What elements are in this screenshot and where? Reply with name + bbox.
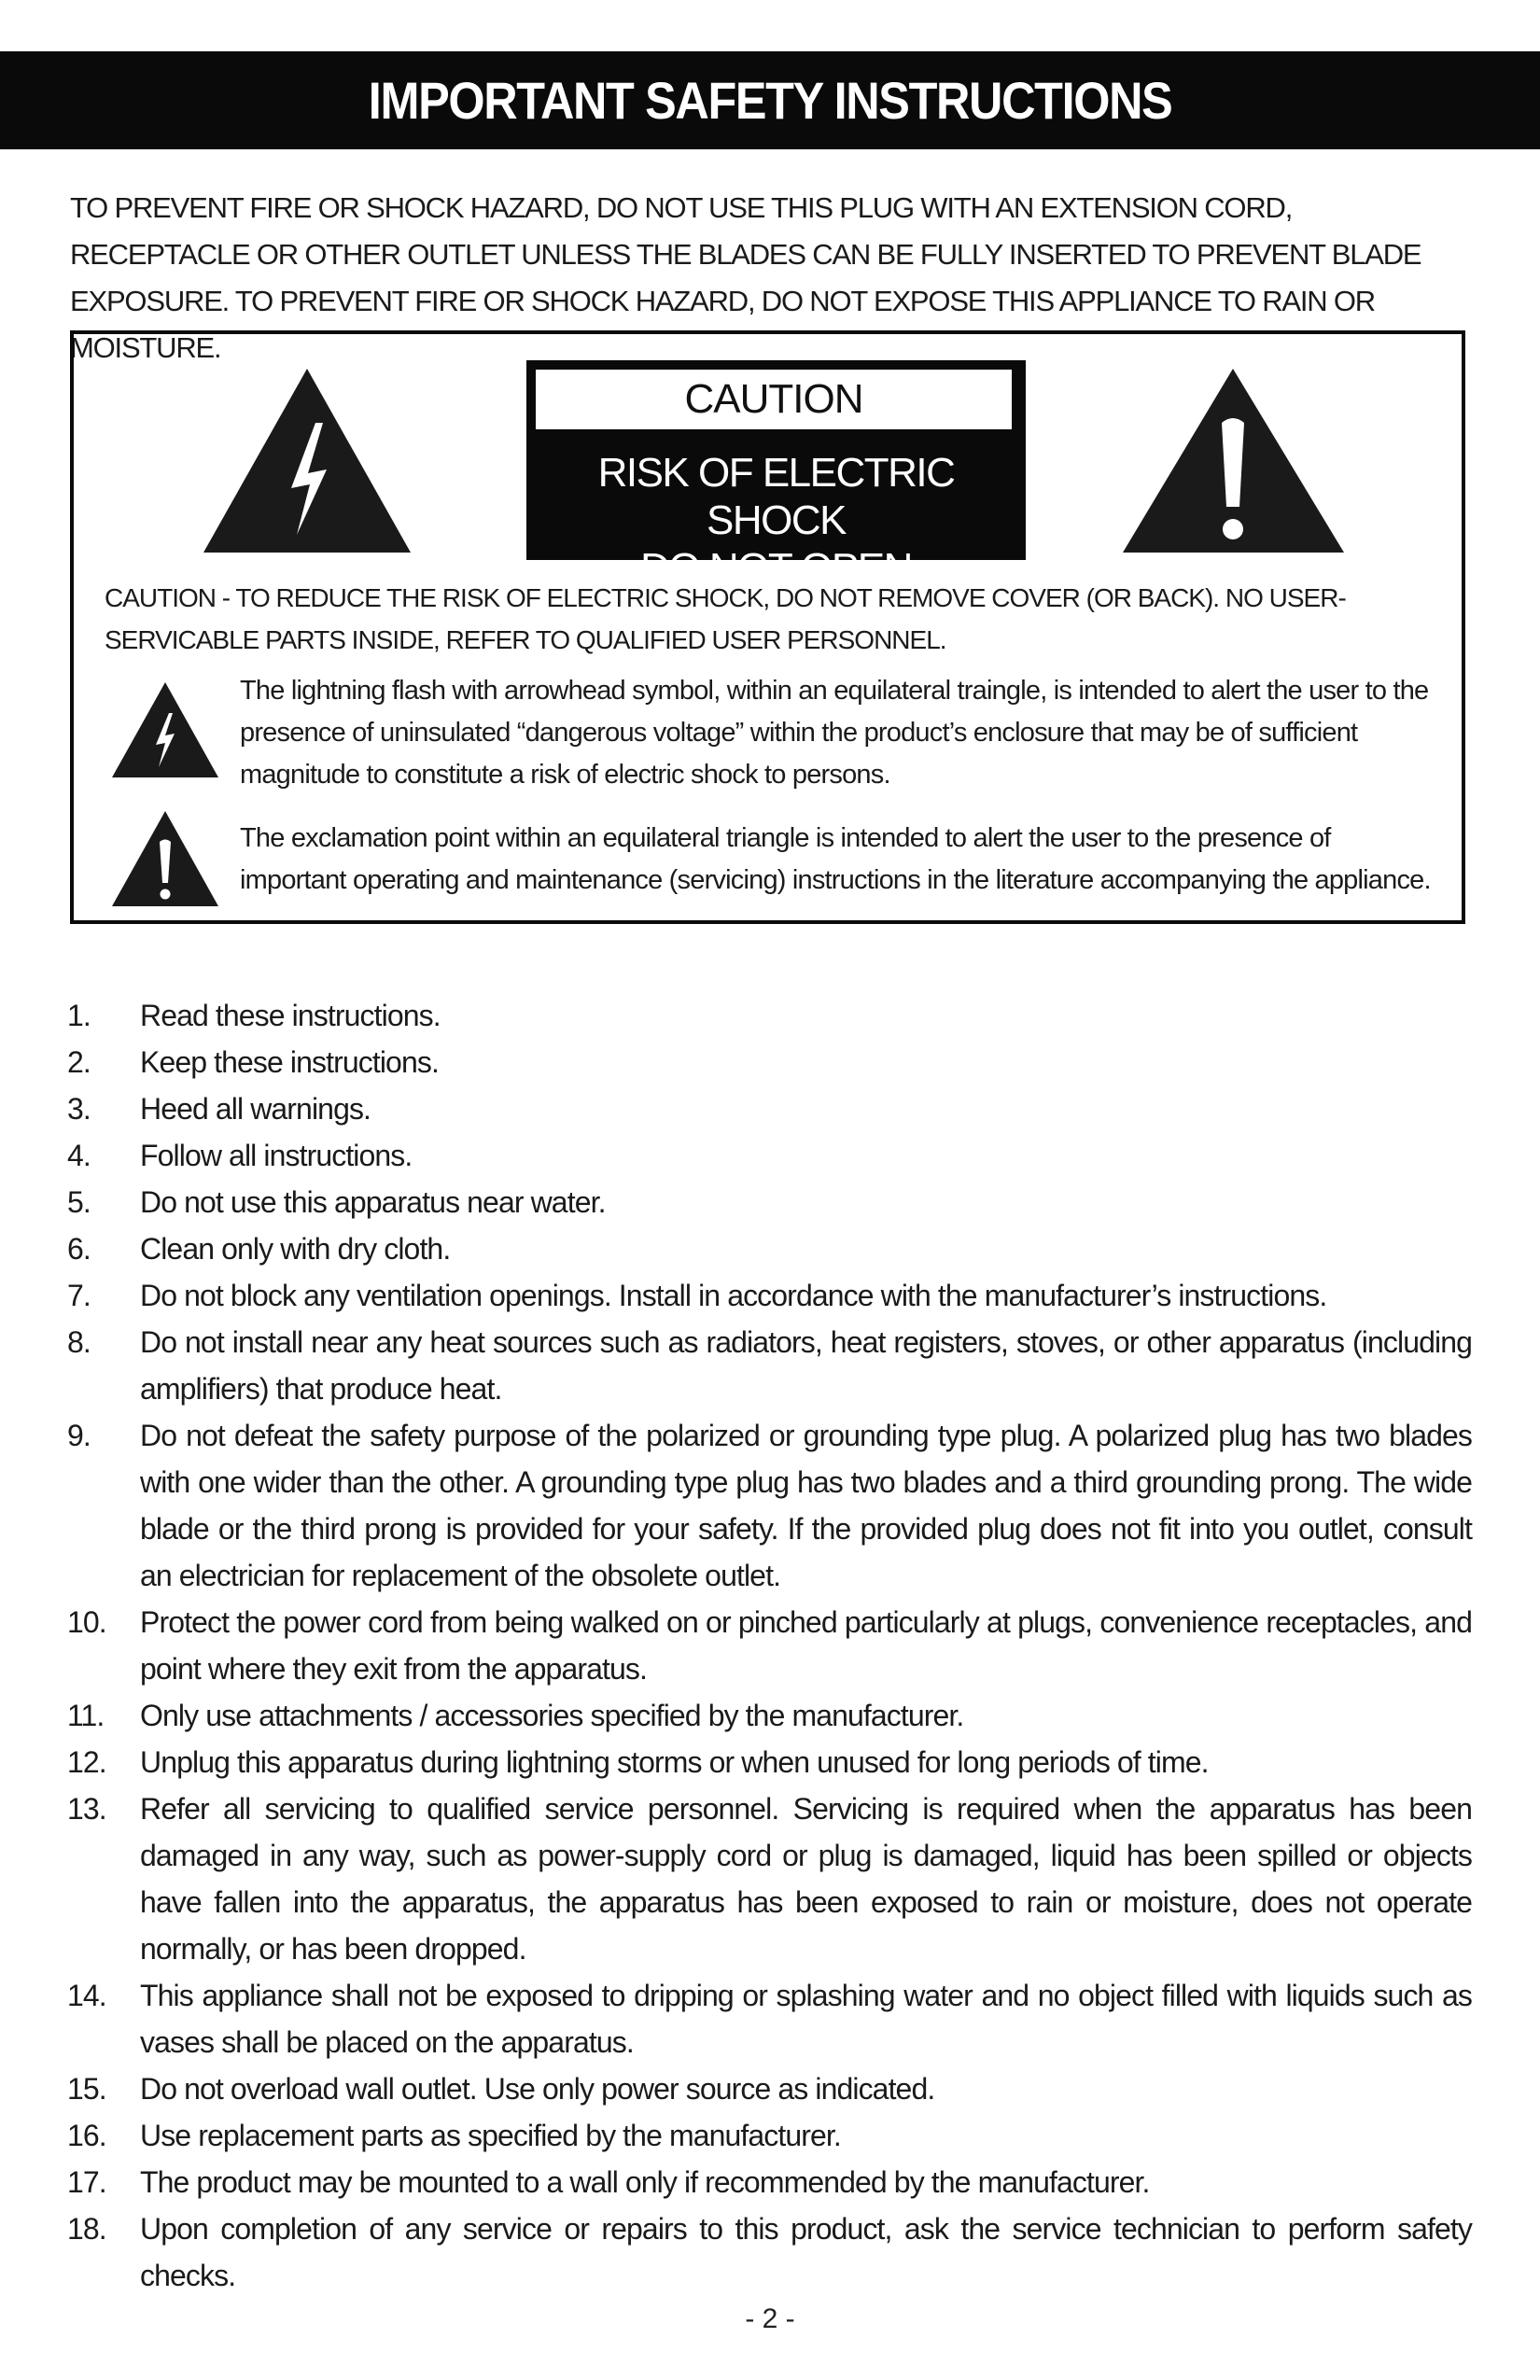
list-item [67,1972,1472,2065]
item-number: 15. [67,2072,106,2106]
item-number: 4. [67,1139,91,1172]
exclamation-symbol-icon [109,808,221,909]
list-item [67,1039,1472,1085]
item-number: 11. [67,1699,105,1732]
item-number: 13. [67,1792,106,1826]
item-text: This appliance shall not be exposed to dripping or splashing water and no object filled with liquids such as vases shall be placed on the apparatus. [140,1979,1472,2059]
lightning-symbol-icon [109,679,221,780]
item-number: 16. [67,2119,106,2152]
list-item [67,1132,1472,1179]
item-text: Unplug this apparatus during lightning storms or when unused for long periods of time. [140,1745,1209,1779]
page-title: IMPORTANT SAFETY INSTRUCTIONS [368,71,1172,130]
item-text: Do not use this apparatus near water. [140,1185,606,1219]
caution-label-line-2: DO NOT OPEN [640,545,912,591]
list-item [67,2159,1472,2205]
list-item [67,1599,1472,1692]
item-number: 7. [67,1279,91,1312]
item-number: 5. [67,1185,91,1219]
list-item [67,1739,1472,1785]
list-item [67,2205,1472,2299]
item-text: Clean only with dry cloth. [140,1232,451,1266]
title-bar [0,51,1540,149]
item-text: Do not block any ventilation openings. Install in accordance with the manufacturer’s instructions. [140,1279,1327,1312]
caution-label-risk [526,449,1026,592]
safety-instructions-list [67,992,1472,2299]
item-text: Only use attachments / accessories specified by the manufacturer. [140,1699,964,1732]
list-item [67,1785,1472,1972]
item-number: 17. [67,2165,106,2199]
item-number: 3. [67,1092,91,1126]
item-number: 14. [67,1979,106,2012]
item-text: Keep these instructions. [140,1045,439,1079]
list-item [67,992,1472,1039]
item-text: Do not overload wall outlet. Use only power source as indicated. [140,2072,935,2106]
exclamation-warning-icon [1119,365,1348,556]
item-number: 10. [67,1605,106,1639]
list-item [67,1692,1472,1739]
caution-text: CAUTION - TO REDUCE THE RISK OF ELECTRIC SHOCK, DO NOT REMOVE COVER (OR BACK). NO USER-SERVICABLE PARTS INSIDE, REFER TO QUALIFIED USER PERSONNEL. [105,583,1346,654]
item-number: 18. [67,2212,106,2246]
page-number: - 2 - [745,2303,795,2334]
list-item [67,2065,1472,2112]
item-text: Protect the power cord from being walked on or pinched particularly at plugs, convenience receptacles, and point where they exit from the apparatus. [140,1605,1472,1686]
item-text: Do not install near any heat sources such as radiators, heat registers, stoves, or other apparatus (including amplifiers) that produce heat. [140,1325,1472,1406]
list-item [67,1085,1472,1132]
item-text: Upon completion of any service or repairs to this product, ask the service technician to perform safety checks. [140,2212,1472,2292]
list-item [67,1319,1472,1412]
list-item [67,1272,1472,1319]
lightning-warning-icon [200,365,414,556]
caution-box [70,330,1465,924]
list-item [67,2112,1472,2159]
item-number: 1. [67,999,91,1032]
item-number: 2. [67,1045,91,1079]
item-text: Use replacement parts as specified by the manufacturer. [140,2119,841,2152]
item-text: Follow all instructions. [140,1139,413,1172]
item-text: Read these instructions. [140,999,441,1032]
list-item [67,1412,1472,1599]
list-item [67,1225,1472,1272]
item-number: 6. [67,1232,91,1266]
lightning-symbol-description: The lightning flash with arrowhead symbol, within an equilateral traingle, is intended to alert the user to the presence of uninsulated “dangerous voltage” within the product’s enclosure that may be of sufficient magnitude to constitute a risk of electric shock to persons. [240,676,1429,790]
item-text: Heed all warnings. [140,1092,371,1126]
item-text: The product may be mounted to a wall only if recommended by the manufacturer. [140,2165,1150,2199]
item-text: Do not defeat the safety purpose of the polarized or grounding type plug. A polarized plug has two blades with one wider than the other. A grounding type plug has two blades and a third grounding prong. The wide blade or the third prong is provided for your safety. If the provided plug does not fit into you outlet, consult an electrician for replacement of the obsolete outlet. [140,1419,1472,1592]
list-item [67,1179,1472,1225]
intro-warning: TO PREVENT FIRE OR SHOCK HAZARD, DO NOT USE THIS PLUG WITH AN EXTENSION CORD, RECEPTACLE OR OTHER OUTLET UNLESS THE BLADES CAN BE FULLY INSERTED TO PREVENT BLADE EXPOSURE. TO PREVENT FIRE OR SHOCK HAZARD, DO NOT EXPOSE THIS APPLIANCE TO RAIN OR MOISTURE. [70,191,1421,364]
item-number: 9. [67,1419,91,1452]
caution-label-title: CAUTION [536,370,1012,429]
item-text: Refer all servicing to qualified service personnel. Servicing is required when the apparatus has been damaged in any way, such as power-supply cord or plug is damaged, liquid has been spilled or objects have fallen into the apparatus, the apparatus has been exposed to rain or moisture, does not operate normally, or has been dropped. [140,1792,1472,1966]
item-number: 8. [67,1325,91,1359]
item-number: 12. [67,1745,106,1779]
caution-label [526,360,1026,591]
exclamation-symbol-description: The exclamation point within an equilateral triangle is intended to alert the user to the presence of important operating and maintenance (servicing) instructions in the literature accompanying the appliance. [240,823,1431,895]
caution-label-line-1: RISK OF ELECTRIC SHOCK [597,450,955,543]
